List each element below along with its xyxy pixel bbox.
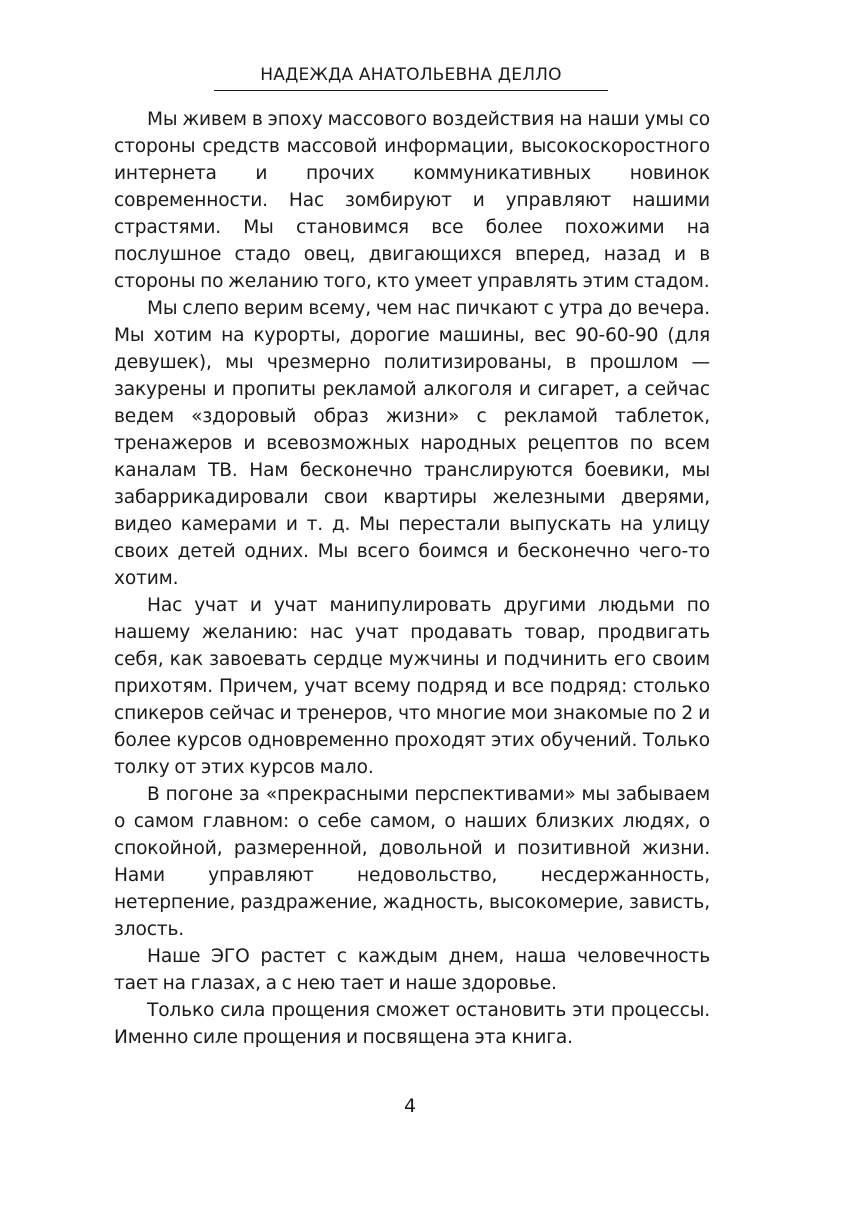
running-header-author: НАДЕЖДА АНАТОЛЬЕВНА ДЕЛЛО [260,65,562,85]
paragraph: Нас учат и учат манипулировать другими людьми по нашему желанию: нас учат продавать товар, продвигать себя, как завоевать сердце мужчины и подчинить его своим прихотям. Причем, учат всему подряд и все подряд: столько спикеров сейчас и тренеров, что многие мои знакомые по 2 и более курсов одновременно проходят этих обучений. Только толку от этих курсов мало. [114,595,710,778]
paragraph: Мы живем в эпоху массового воздействия на наши умы со стороны средств массовой информации, высокоскоростного интернета и прочих коммуникативных новинок современности. Нас зомбируют и управляют нашими страстями. Мы становимся все более похожими на послушное стадо овец, двигающихся вперед, назад и в стороны по желанию того, кто умеет управлять этим стадом. [114,109,710,292]
paragraph: Наше ЭГО растет с каждым днем, наша человечность тает на глазах, а с нею тает и наше здоровье. [114,946,710,994]
header-rule [214,90,608,91]
paragraph: Мы слепо верим всему, чем нас пичкают с утра до вечера. Мы хотим на курорты, дорогие машины, вес 90-60-90 (для девушек), мы чрезмерно политизированы, в прошлом — закурены и пропиты рекламой алкоголя и сигарет, а сейчас ведем «здоровый образ жизни» с рекламой таблеток, тренажеров и всевозможных народных рецептов по всем каналам ТВ. Нам бесконечно транслируются боевики, мы забаррикадировали свои квартиры железными дверями, видео камерами и т. д. Мы перестали выпускать на улицу своих детей одних. Мы всего боимся и бесконечно чего-то хотим. [114,298,710,589]
page-number: 4 [403,1095,417,1117]
paragraph: В погоне за «прекрасными перспективами» мы забываем о самом главном: о себе самом, о наших близких людях, о спокойной, размеренной, довольной и позитивной жизни. Нами управляют недовольство, несдержанность, нетерпение, раздражение, жадность, высокомерие, зависть, злость. [114,784,710,940]
body-text [114,106,710,1051]
paragraph: Только сила прощения сможет остановить эти процессы. Именно силе прощения и посвящена эта книга. [114,1000,710,1048]
